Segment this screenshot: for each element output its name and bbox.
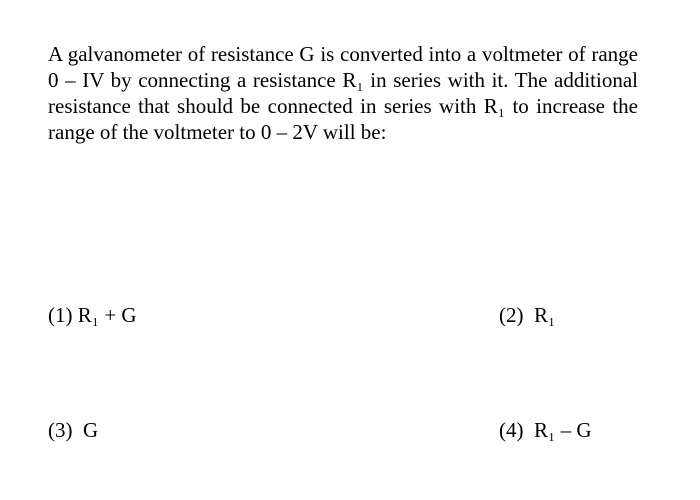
option-4[interactable]: (4) R₁ – G [499, 418, 592, 442]
option-3[interactable]: (3) G [48, 418, 99, 442]
option-2[interactable]: (2) R₁ [499, 303, 556, 327]
question-text: A galvanometer of resistance G is converted into a voltmeter of range 0 – IV by connecting a resistance R₁ in series with it. The additional resistance that should be connected in series with R₁ to increase the range of the voltmeter to 0 – 2V will be: [48, 42, 638, 144]
option-1[interactable]: (1) R₁ + G [48, 303, 137, 327]
